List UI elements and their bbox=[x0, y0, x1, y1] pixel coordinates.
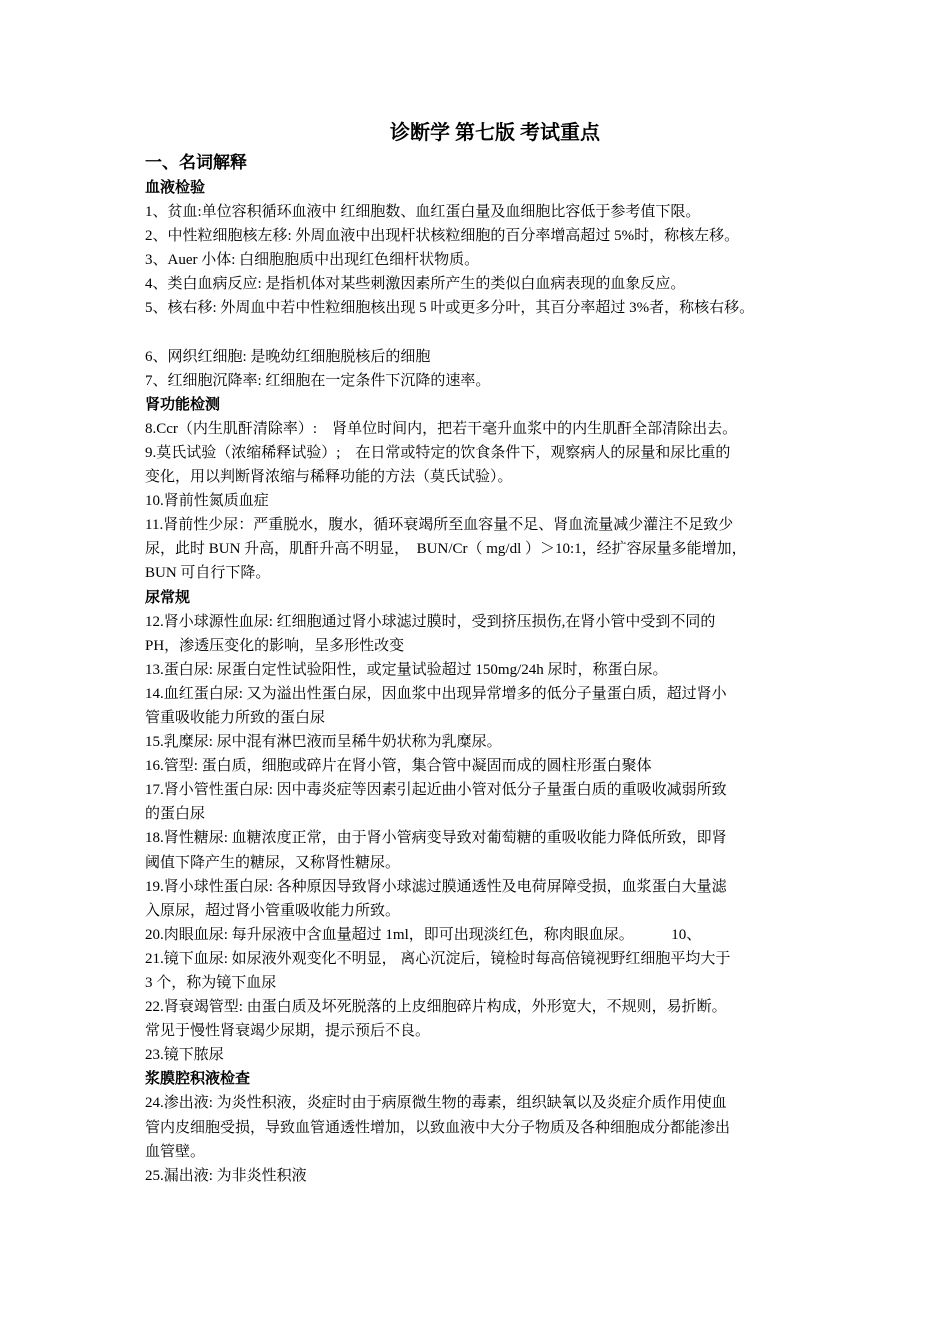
text-line: 12.肾小球源性血尿: 红细胞通过肾小球滤过膜时，受到挤压损伤,在肾小管中受到不同的 bbox=[145, 613, 716, 630]
paragraph-microscopic-pyuria: 23.镜下脓尿 bbox=[145, 1047, 224, 1064]
text-line: 24.渗出液: 为炎性积液，炎症时由于病原微生物的毒素，组织缺氧以及炎症介质作用使血 bbox=[145, 1095, 727, 1112]
paragraph-auer-body: 3、Auer 小体: 白细胞胞质中出现红色细杆状物质。 bbox=[145, 252, 480, 269]
subheading-kidney-function: 肾功能检测 bbox=[145, 396, 221, 413]
text-line: 管内皮细胞受损，导致血管通透性增加，以致血液中大分子物质及各种细胞成分都能渗出 bbox=[145, 1119, 731, 1136]
paragraph-right-shift: 5、核右移: 外周血中若中性粒细胞核出现 5 叶或更多分叶，其百分率超过 3%者，称核右移。 bbox=[145, 300, 755, 317]
paragraph-exudate bbox=[145, 1091, 825, 1163]
paragraph-hemoglobinuria bbox=[145, 682, 825, 730]
paragraph-gross-hematuria: 20.肉眼血尿: 每升尿液中含血量超过 1ml，即可出现淡红色，称肉眼血尿。 10、 bbox=[145, 926, 702, 943]
paragraph-microscopic-hematuria bbox=[145, 947, 825, 995]
paragraph-anemia: 1、贫血:单位容积循环血液中 红细胞数、血红蛋白量及血细胞比容低于参考值下限。 bbox=[145, 204, 701, 221]
paragraph-prerenal-azotemia: 10.肾前性氮质血症 bbox=[145, 493, 269, 510]
paragraph-mosenthal-test bbox=[145, 441, 825, 489]
text-line: 入原尿，超过肾小管重吸收能力所致。 bbox=[145, 902, 401, 919]
paragraph-esr: 7、红细胞沉降率: 红细胞在一定条件下沉降的速率。 bbox=[145, 372, 491, 389]
text-line: 常见于慢性肾衰竭少尿期，提示预后不良。 bbox=[145, 1023, 431, 1040]
paragraph-leukemoid-reaction: 4、类白血病反应: 是指机体对某些刺激因素所产生的类似白血病表现的血象反应。 bbox=[145, 276, 686, 293]
paragraph-ccr: 8.Ccr（内生肌酐清除率）: 肾单位时间内，把若干毫升血浆中的内生肌酐全部清除出去。 bbox=[145, 420, 738, 437]
section-heading-terms: 一、名词解释 bbox=[145, 153, 247, 172]
paragraph-prerenal-oliguria bbox=[145, 513, 825, 585]
paragraph-reticulocyte: 6、网织红细胞: 是晚幼红细胞脱核后的细胞 bbox=[145, 348, 431, 365]
document-title: 诊断学 第七版 考试重点 bbox=[390, 122, 600, 144]
text-line: 血管壁。 bbox=[145, 1143, 206, 1160]
subheading-serous-effusion: 浆膜腔积液检查 bbox=[145, 1071, 251, 1088]
document-page bbox=[145, 118, 825, 1188]
text-line: 尿，此时 BUN 升高，肌酐升高不明显， BUN/Cr（ mg/dl ）＞10:1，经扩容尿量多能增加， bbox=[145, 541, 747, 558]
subheading-urine-routine: 尿常规 bbox=[145, 589, 191, 606]
paragraph-glomerular-hematuria bbox=[145, 610, 825, 658]
text-line: 变化，用以判断肾浓缩与稀释功能的方法（莫氏试验）。 bbox=[145, 469, 513, 486]
subheading-blood-test: 血液检验 bbox=[145, 180, 206, 196]
text-line: 3 个，称为镜下血尿 bbox=[145, 975, 277, 991]
blank-line bbox=[145, 321, 825, 345]
text-line: 9.莫氏试验（浓缩稀释试验）; 在日常或特定的饮食条件下，观察病人的尿量和尿比重的 bbox=[145, 444, 731, 461]
paragraph-transudate: 25.漏出液: 为非炎性积液 bbox=[145, 1167, 307, 1184]
text-line: 17.肾小管性蛋白尿: 因中毒炎症等因素引起近曲小管对低分子量蛋白质的重吸收减弱所致 bbox=[145, 782, 727, 799]
text-line: 21.镜下血尿: 如尿液外观变化不明显， 离心沉淀后，镜检时每高倍镜视野红细胞平均大于 bbox=[145, 950, 731, 967]
text-line: 22.肾衰竭管型: 由蛋白质及坏死脱落的上皮细胞碎片构成，外形宽大，不规则，易折断。 bbox=[145, 999, 727, 1016]
paragraph-chyluria: 15.乳糜尿: 尿中混有淋巴液而呈稀牛奶状称为乳糜尿。 bbox=[145, 734, 502, 751]
paragraph-renal-failure-cast bbox=[145, 995, 825, 1043]
text-line: 14.血红蛋白尿: 又为溢出性蛋白尿，因血浆中出现异常增多的低分子量蛋白质，超过肾小 bbox=[145, 685, 727, 702]
text-line: 11.肾前性少尿：严重脱水，腹水，循环衰竭所至血容量不足、肾血流量减少灌注不足致少 bbox=[145, 517, 734, 534]
text-line: 18.肾性糖尿: 血糖浓度正常，由于肾小管病变导致对葡萄糖的重吸收能力降低所致，即肾 bbox=[145, 830, 727, 847]
text-line: 19.肾小球性蛋白尿: 各种原因导致肾小球滤过膜通透性及电荷屏障受损，血浆蛋白大量滤 bbox=[145, 878, 727, 895]
text-line: 管重吸收能力所致的蛋白尿 bbox=[145, 709, 326, 726]
paragraph-proteinuria: 13.蛋白尿: 尿蛋白定性试验阳性，或定量试验超过 150mg/24h 尿时，称蛋白尿。 bbox=[145, 661, 668, 678]
paragraph-tubular-proteinuria bbox=[145, 778, 825, 826]
text-line: PH，渗透压变化的影响，呈多形性改变 bbox=[145, 637, 405, 654]
paragraph-glomerular-proteinuria bbox=[145, 875, 825, 923]
text-line: 阈值下降产生的糖尿，又称肾性糖尿。 bbox=[145, 854, 401, 871]
text-line: BUN 可自行下降。 bbox=[145, 565, 271, 582]
paragraph-left-shift: 2、中性粒细胞核左移: 外周血液中出现杆状核粒细胞的百分率增高超过 5%时，称核左移。 bbox=[145, 228, 740, 245]
paragraph-cast: 16.管型: 蛋白质，细胞或碎片在肾小管，集合管中凝固而成的圆柱形蛋白聚体 bbox=[145, 758, 652, 775]
text-line: 的蛋白尿 bbox=[145, 806, 206, 823]
paragraph-renal-glycosuria bbox=[145, 826, 825, 874]
